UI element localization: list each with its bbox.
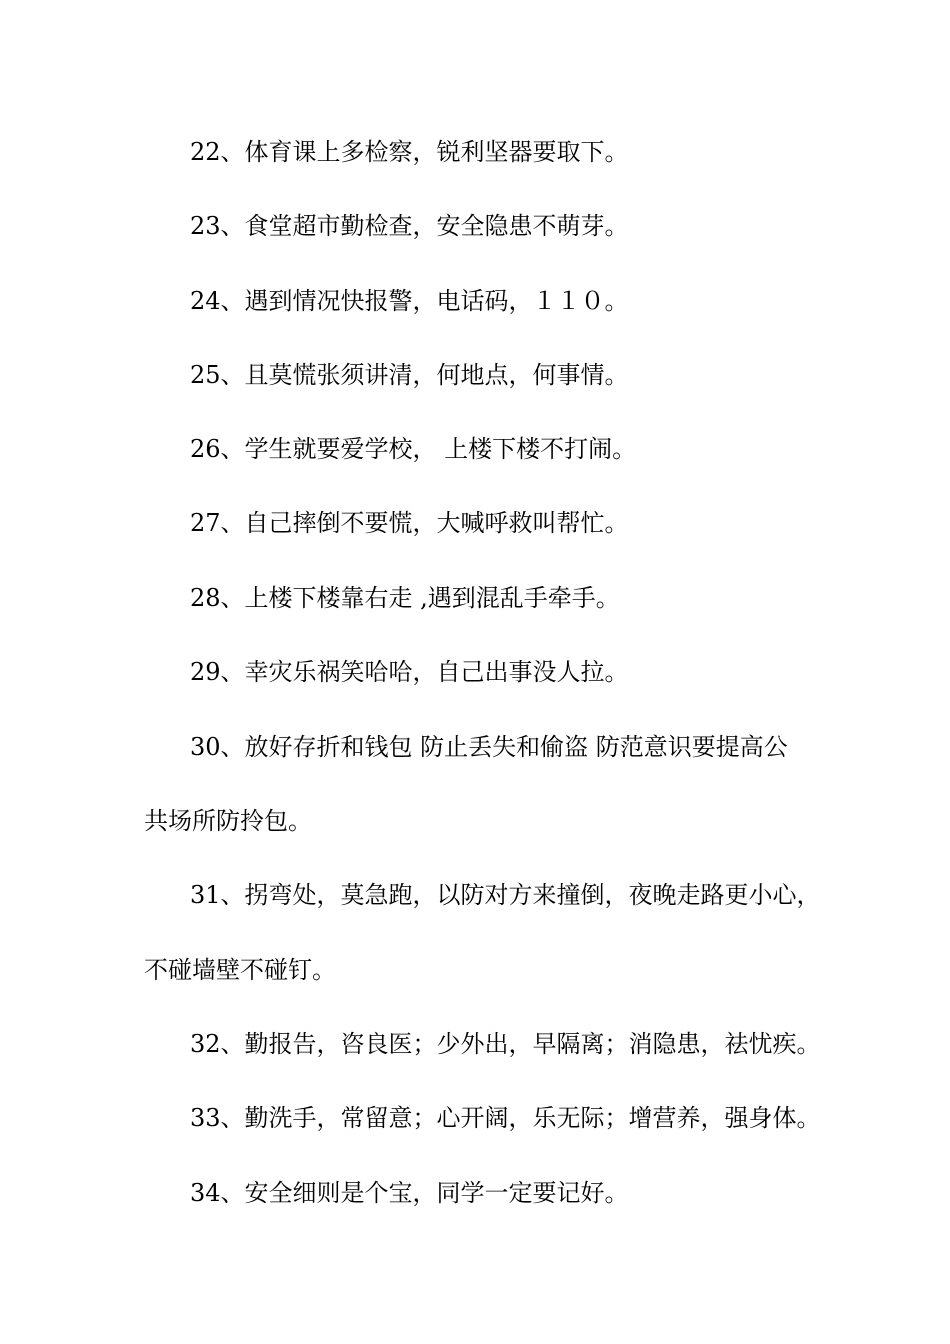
text-line-25: 25、且莫慌张须讲清，何地点，何事情。 [190,361,629,389]
text-line-31: 31、拐弯处，莫急跑，以防对方来撞倒，夜晚走路更小心， [190,881,821,909]
text-line-30-cont: 共场所防拎包。 [144,807,312,835]
text-line-28: 28、上楼下楼靠右走 ,遇到混乱手牵手。 [190,584,620,612]
text-line-31-cont: 不碰墙壁不碰钉。 [144,956,336,984]
text-line-24: 24、遇到情况快报警，电话码，１１０。 [190,287,629,315]
text-line-34: 34、安全细则是个宝，同学一定要记好。 [190,1179,629,1207]
text-line-22: 22、体育课上多检察，锐利坚器要取下。 [190,138,629,166]
text-line-27: 27、自己摔倒不要慌，大喊呼救叫帮忙。 [190,509,629,537]
text-line-29: 29、幸灾乐祸笑哈哈，自己出事没人拉。 [190,658,629,686]
text-line-30: 30、放好存折和钱包 防止丢失和偷盗 防范意识要提高公 [190,733,788,761]
text-line-33: 33、勤洗手，常留意；心开阔，乐无际；增营养，强身体。 [190,1104,821,1132]
text-line-32: 32、勤报告，咨良医；少外出，早隔离；消隐患，祛忧疾。 [190,1030,821,1058]
text-line-23: 23、食堂超市勤检查，安全隐患不萌芽。 [190,212,629,240]
text-line-26: 26、学生就要爱学校， 上楼下楼不打闹。 [190,435,637,463]
